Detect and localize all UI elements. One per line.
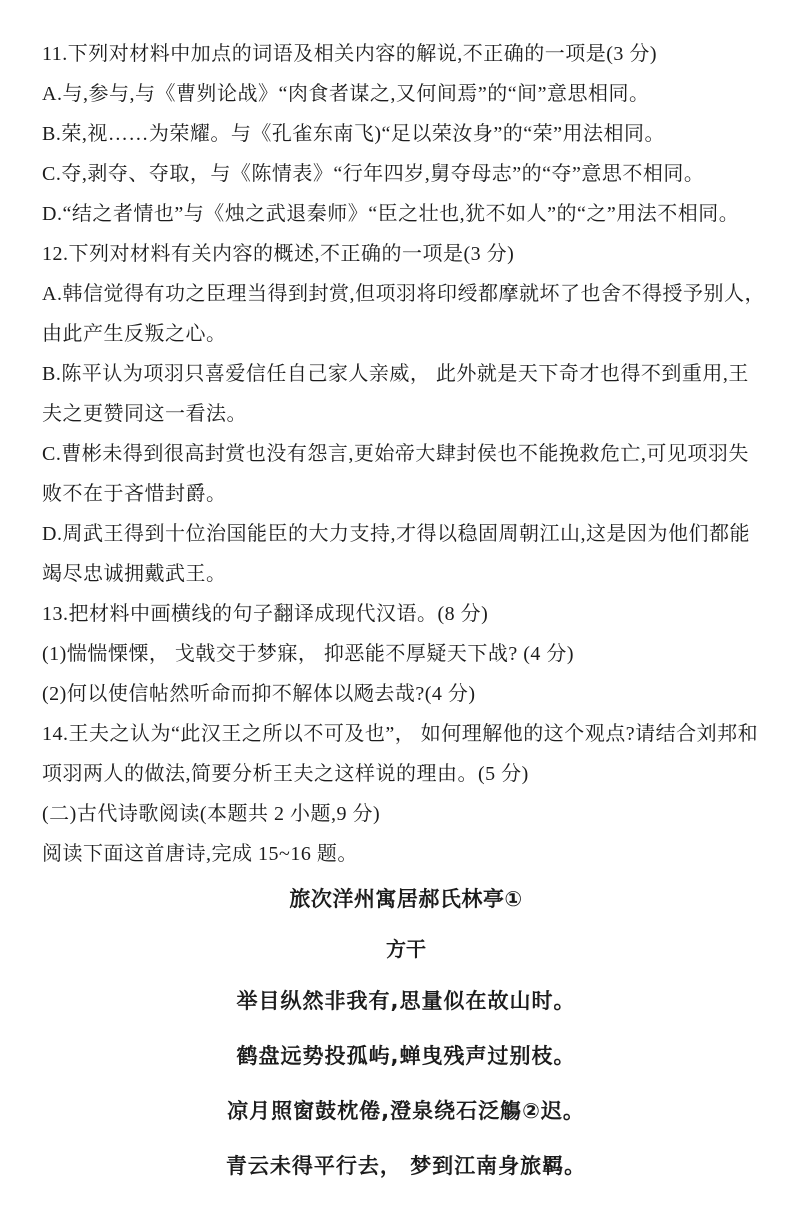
text-line: (1)惴惴慄慄， 戈戟交于梦寐， 抑恶能不厚疑天下战? (4 分) [42,643,575,665]
text-line: 由此产生反叛之心。 [42,323,227,345]
text-line: 项羽两人的做法,简要分析王夫之这样说的理由。(5 分) [42,763,529,785]
text-line: 13.把材料中画横线的句子翻译成现代汉语。(8 分) [42,603,489,625]
text-line: C.夺,剥夺、夺取，与《陈情表》“行年四岁,舅夺母志”的“夺”意思不相同。 [42,163,705,185]
text-line: D.“结之者情也”与《烛之武退秦师》“臣之壮也,犹不如人”的“之”用法不相同。 [42,203,740,225]
text-line: 败不在于吝惜封爵。 [42,483,227,505]
poem-verse: 青云未得平行去， 梦到江南身旅羁。 [225,1154,587,1178]
text-line: 12.下列对材料有关内容的概述,不正确的一项是(3 分) [42,243,515,265]
poem-title: 旅次洋州寓居郝氏林亭① [289,887,523,911]
text-line: A.韩信觉得有功之臣理当得到封赏,但项羽将印绶都摩就坏了也舍不得授予别人， [42,283,765,305]
text-line: 竭尽忠诚拥戴武王。 [42,563,227,585]
text-line: 夫之更赞同这一看法。 [42,403,247,425]
poem-verse: 举目纵然非我有,思量似在故山时。 [236,989,576,1013]
text-line: B.陈平认为项羽只喜爱信任自己家人亲威， 此外就是天下奇才也得不到重用,王 [42,363,749,385]
text-line: B.荣,视……为荣耀。与《孔雀东南飞)“足以荣汝身”的“荣”用法相同。 [42,123,666,145]
text-line: A.与,参与,与《曹刿论战》“肉食者谋之,又何间焉”的“间”意思相同。 [42,83,650,105]
text-line: C.曹彬未得到很高封赏也没有怨言,更始帝大肆封侯也不能挽救危亡,可见项羽失 [42,443,749,465]
text-line: (2)何以使信帖然听命而抑不解体以飏去哉?(4 分) [42,683,476,705]
text-line: (二)古代诗歌阅读(本题共 2 小题,9 分) [42,803,381,825]
text-line: 11.下列对材料中加点的词语及相关内容的解说,不正确的一项是(3 分) [42,43,658,65]
poem-author: 方干 [386,937,426,961]
document-lines [42,34,770,1194]
text-line: 14.王夫之认为“此汉王之所以不可及也”， 如何理解他的这个观点?请结合刘邦和 [42,723,759,745]
poem-verse: 鹤盘远势投孤屿,蝉曳残声过别枝。 [236,1044,576,1068]
poem-verse: 凉月照窗鼓枕倦,澄泉绕石泛觴②迟。 [227,1099,585,1123]
text-line: D.周武王得到十位治国能臣的大力支持,才得以稳固周朝江山,这是因为他们都能 [42,523,750,545]
text-line: 阅读下面这首唐诗,完成 15~16 题。 [42,843,358,865]
